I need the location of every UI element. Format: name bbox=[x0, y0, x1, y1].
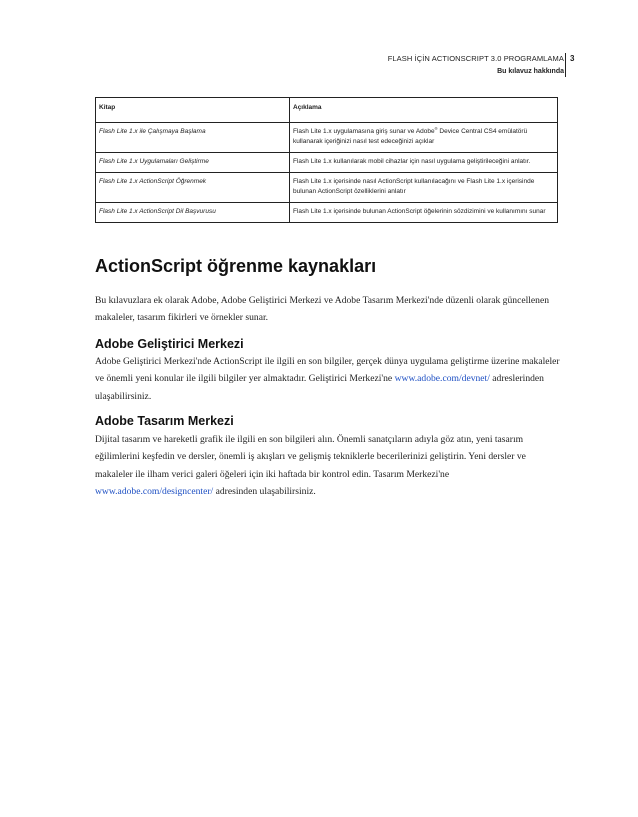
header-divider bbox=[565, 53, 566, 77]
book-title-cell: Flash Lite 1.x ile Çalışmaya Başlama bbox=[96, 123, 290, 153]
learning-resources-paragraph: Bu kılavuzlara ek olarak Adobe, Adobe Geliştirici Merkezi ve Adobe Tasarım Merkezi'nde düzenli olarak güncellenen makaleler, tasarım fikirleri ve örnekler sunar. bbox=[95, 295, 550, 324]
section-heading-design-center: Adobe Tasarım Merkezi bbox=[95, 414, 234, 428]
description-cell: Flash Lite 1.x içerisinde nasıl ActionScript kullanılacağını ve Flash Lite 1.x içerisinde bulunan ActionScript özelliklerini anlatır bbox=[290, 173, 558, 203]
column-header-description: Açıklama bbox=[290, 98, 558, 123]
design-center-paragraph bbox=[95, 431, 565, 500]
section-heading-learning-resources: ActionScript öğrenme kaynakları bbox=[95, 256, 377, 276]
header-title: FLASH İÇİN ACTIONSCRIPT 3.0 PROGRAMLAMA bbox=[387, 54, 564, 63]
book-title-cell: Flash Lite 1.x ActionScript Öğrenmek bbox=[96, 173, 290, 203]
page-number: 3 bbox=[570, 54, 575, 63]
designcenter-link[interactable]: www.adobe.com/designcenter/ bbox=[95, 485, 214, 497]
table-header-row bbox=[96, 98, 558, 123]
developer-center-text-end: adreslerinden ulaşabilirsiniz. bbox=[95, 373, 544, 402]
table-row bbox=[96, 153, 558, 173]
design-center-text: Dijital tasarım ve hareketli grafik ile ilgili en son bilgileri alın. Önemli sanatçıların adıyla göz atın, yeni tasarım eğilimlerini keşfedin ve dersler, önemli iş akışları ve gelişmiş tekniklerle becerilerinizi geliştirin. Yeni dersler ve makaleler ile ilham verici galeri öğeleri için iki haftada bir kontrol edin. Tasarım Merkezi'ne bbox=[95, 434, 526, 480]
table-row bbox=[96, 173, 558, 203]
description-cell: Flash Lite 1.x içerisinde bulunan ActionScript öğelerinin sözdizimini ve kullanımını sunar bbox=[290, 203, 558, 223]
books-table bbox=[95, 97, 558, 223]
running-header bbox=[388, 52, 564, 78]
developer-center-text: Adobe Geliştirici Merkezi'nde ActionScript ile ilgili en son bilgiler, gerçek dünya uygulama geliştirme üzerine makaleler ve önemli yeni konular ile ilgili bilgiler yer almaktadır. Geliştirici Merkezi'ne bbox=[95, 356, 560, 385]
registered-mark: ® bbox=[434, 125, 438, 131]
description-cell: Flash Lite 1.x kullanılarak mobil cihazlar için nasıl uygulama geliştirileceğini anlatır. bbox=[290, 153, 558, 173]
description-text: Flash Lite 1.x uygulamasına giriş sunar ve Adobe bbox=[293, 128, 435, 135]
developer-center-paragraph bbox=[95, 353, 565, 405]
column-header-book: Kitap bbox=[96, 98, 290, 123]
design-center-text-end: adresinden ulaşabilirsiniz. bbox=[213, 485, 316, 497]
devnet-link[interactable]: www.adobe.com/devnet/ bbox=[394, 373, 490, 385]
table-row bbox=[96, 203, 558, 223]
description-cell bbox=[290, 123, 558, 153]
header-subtitle: Bu kılavuz hakkında bbox=[497, 68, 564, 75]
description-text-cont: Device Central CS4 emülatörü kullanarak içeriğinizi nasıl test edeceğinizi açıklar bbox=[293, 128, 528, 145]
book-title-cell: Flash Lite 1.x Uygulamaları Geliştirme bbox=[96, 153, 290, 173]
table-row bbox=[96, 123, 558, 153]
section-heading-developer-center: Adobe Geliştirici Merkezi bbox=[95, 337, 244, 351]
book-title-cell: Flash Lite 1.x ActionScript Dil Başvurusu bbox=[96, 203, 290, 223]
